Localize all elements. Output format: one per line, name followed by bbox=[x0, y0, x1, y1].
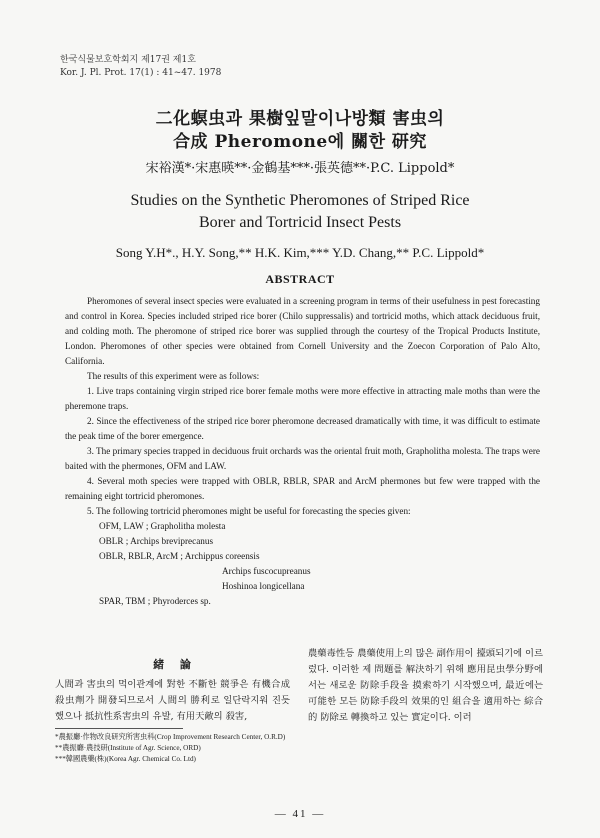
footnote-rule bbox=[55, 728, 183, 729]
title-ko-line1: 二化螟虫과 果樹잎말이나방類 害虫의 bbox=[155, 109, 445, 129]
abstract-body bbox=[65, 294, 540, 609]
species-item: OBLR, RBLR, ArcM ; Archippus coreensis bbox=[99, 551, 260, 561]
abstract-result-5: 5. The following tortricid pheromones might be useful for forecasting the species given: bbox=[87, 506, 411, 516]
footnote-3: ***韓國農藥(株)(Korea Agr. Chemical Co. Ltd) bbox=[55, 755, 196, 763]
species-item: Hoshinoa longicellana bbox=[222, 581, 305, 591]
footnotes bbox=[55, 732, 315, 765]
abstract-result-4: 4. Several moth species were trapped with OBLR, RBLR, SPAR and ArcM phermones but few were trapped with the remaining eight tortricid pheromones. bbox=[65, 476, 540, 501]
authors-ko: 宋裕漢*·宋惠暎**·金鶴基***·張英德**·P.C. Lippold* bbox=[145, 161, 455, 176]
abstract-heading: ABSTRACT bbox=[265, 272, 335, 286]
intro-column-right: 農藥毒性등 農藥使用上의 많은 副作用이 擡頭되기에 이르렀다. 이러한 제 問題를 解決하기 위해 應用昆虫學分野에서는 새로운 防除手段을 摸索하기 시작했으며, 最近에는 可能한 모든 防除手段의 效果的인 組合을 適用하는 綜合的 防除로 轉換하고 있는 實定이다. 이러 bbox=[308, 648, 543, 723]
abstract-result-1: 1. Live traps containing virgin striped rice borer female moths were more effective in attracting male moths than were the pheremone traps. bbox=[65, 386, 540, 411]
journal-line-ko: 한국식물보호학회지 제17권 제1호 bbox=[60, 55, 196, 65]
journal-header bbox=[60, 54, 221, 80]
footnote-2: **農振廳·農技研(Institute of Agr. Science, ORD) bbox=[55, 744, 201, 752]
intro-heading: 緒 論 bbox=[153, 658, 197, 671]
authors-en: Song Y.H*., H.Y. Song,** H.K. Kim,*** Y.D. Chang,** P.C. Lippold* bbox=[115, 245, 485, 260]
species-item: OFM, LAW ; Grapholitha molesta bbox=[99, 521, 226, 531]
title-en-line1: Studies on the Synthetic Pheromones of Striped Rice bbox=[130, 192, 470, 209]
title-ko-line2: 合成 Pheromone에 關한 研究 bbox=[173, 132, 427, 152]
species-item: OBLR ; Archips breviprecanus bbox=[99, 536, 214, 546]
species-item: SPAR, TBM ; Phyroderces sp. bbox=[99, 596, 211, 606]
species-list bbox=[65, 519, 540, 609]
abstract-result-3: 3. The primary species trapped in deciduous fruit orchards was the oriental fruit moth, Grapholitha molesta. The traps were baited with the phermones, OFM and LAW. bbox=[65, 446, 540, 471]
footnote-1: *農振廳·作物改良研究所害虫科(Crop Improvement Research Center, O.R.D) bbox=[55, 733, 286, 741]
intro-column-left: 人間과 害虫의 먹이관계에 對한 不斷한 競爭은 有機合成殺虫劑가 開發되므로서 人間의 勝利로 일단락지워 진듯 했으나 抵抗性系害虫의 유발, 有用天敵의 殺害, bbox=[55, 679, 290, 722]
species-item: Archips fuscocupreanus bbox=[222, 566, 311, 576]
abstract-paragraph: Pheromones of several insect species were evaluated in a screening program in terms of their usefulness in pest forecasting and control in Korea. Species included striped rice borer (Chilo suppressalis) and tortricid moths, which attack deciduous fruit, and colding moth. The pheromone of striped rice borer was supplied through the courtesy of the Tropical Products Institute, London. Pheromones of other species were obtained from Cornell University and the Zoecon Corporation of Palo Alto, California. bbox=[65, 296, 540, 366]
abstract-result-2: 2. Since the effectiveness of the striped rice borer pheromone decreased dramatically with time, it was difficult to estimate the peak time of the borer emergence. bbox=[65, 416, 540, 441]
title-en-line2: Borer and Tortricid Insect Pests bbox=[198, 214, 402, 231]
journal-line-en: Kor. J. Pl. Prot. 17(1) : 41~47. 1978 bbox=[60, 68, 222, 78]
abstract-results-intro: The results of this experiment were as follows: bbox=[87, 371, 260, 381]
page-number: — 41 — bbox=[274, 808, 326, 820]
